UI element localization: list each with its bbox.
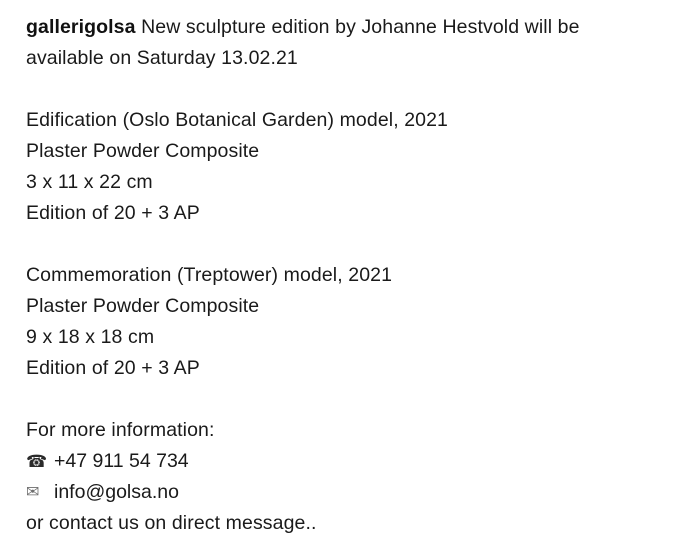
artwork-edition: Edition of 20 + 3 AP	[26, 202, 200, 224]
artwork-dimensions: 9 x 18 x 18 cm	[26, 326, 155, 348]
artwork-edition: Edition of 20 + 3 AP	[26, 357, 200, 379]
artwork-material: Plaster Powder Composite	[26, 140, 260, 162]
paragraph-spacer	[26, 384, 647, 415]
artwork-entry	[26, 105, 647, 229]
artwork-material: Plaster Powder Composite	[26, 295, 260, 317]
account-username[interactable]: gallerigolsa	[26, 16, 136, 38]
envelope-icon: ✉	[26, 484, 40, 501]
caption-intro	[26, 12, 647, 74]
contact-block	[26, 415, 647, 539]
telephone-icon: ☎	[26, 452, 48, 471]
contact-phone-row	[26, 446, 647, 477]
contact-phone-number[interactable]: +47 911 54 734	[54, 450, 189, 472]
paragraph-spacer	[26, 74, 647, 105]
contact-email-row	[26, 477, 647, 508]
contact-closing: or contact us on direct message..	[26, 512, 317, 534]
artwork-title: Commemoration (Treptower) model, 2021	[26, 264, 393, 286]
contact-heading: For more information:	[26, 419, 215, 441]
contact-email-address[interactable]: info@golsa.no	[54, 481, 179, 503]
artwork-entry	[26, 260, 647, 384]
artwork-dimensions: 3 x 11 x 22 cm	[26, 171, 153, 193]
artwork-title: Edification (Oslo Botanical Garden) model, 2021	[26, 109, 449, 131]
caption-intro-text: New sculpture edition by Johanne Hestvold will be available on Saturday 13.02.21	[26, 16, 586, 69]
paragraph-spacer	[26, 229, 647, 260]
